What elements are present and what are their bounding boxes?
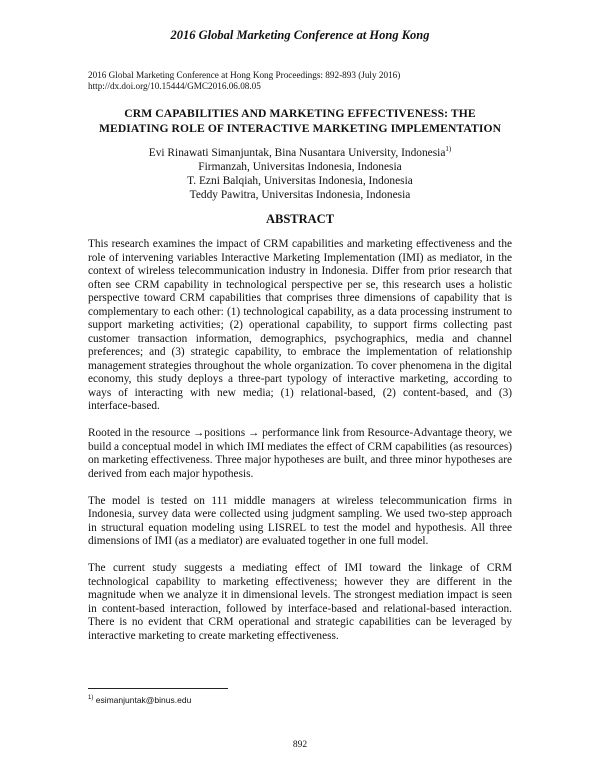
proceedings-line: 2016 Global Marketing Conference at Hong Kong Proceedings: 892-893 (July 2016) [88,70,401,80]
author-footnote-mark: 1) [445,145,452,154]
page-number: 892 [292,740,308,750]
title-line-2: MEDIATING ROLE OF INTERACTIVE MARKETING IMPLEMENTATION [98,121,502,135]
author-line: Teddy Pawitra, Universitas Indonesia, Indonesia [189,189,411,201]
abstract-paragraph: The model is tested on 111 middle managers at wireless telecommunication firms in Indonesia, survey data were collected using judgment sampling. We used two-step approach in structural equation modeling using LISREL to test the model and hypothesis. All three dimensions of IMI (as a mediator) are evaluated together in one full model. [88,494,512,547]
footnote-divider [88,688,228,689]
abstract-heading: ABSTRACT [265,212,335,226]
abstract-paragraph: This research examines the impact of CRM capabilities and marketing effectiveness and the role of intervening variables Interactive Marketing Implementation (IMI) as mediator, in the context of wireless telecommunication industry in Indonesia. Differ from prior research that often see CRM capability in technological perspective per se, this research uses a holistic perspective toward CRM capabilities that comprises three dimensions of capability that is complementary to each other: (1) technological capability, as a data processing instrument to support marketing activities; (2) operational capability, to support firms collecting past customer transaction information, demographics, psychographics, media and channel preferences; and (3) strategic capability, to embrace the implementation of relationship management strategies throughout the whole organization. To cover phenomena in the digital economy, this study deploys a three-part typology of interactive marketing, according to ways of interacting with new media; (1) relational-based, (2) content-based, and (3) interface-based. [88,238,512,412]
doi-line: http://dx.doi.org/10.15444/GMC2016.06.08.05 [88,81,261,91]
paper-title [60,107,540,136]
author-line: T. Ezni Balqiah, Universitas Indonesia, Indonesia [187,175,413,187]
citation-meta [88,70,400,92]
footnote-email: esimanjuntak@binus.edu [95,695,192,705]
abstract-paragraph: The current study suggests a mediating effect of IMI toward the linkage of CRM technological capability to marketing effectiveness; however they are different in the magnitude when we analyze it in dimensional levels. The strongest mediation impact is seen in content-based interaction, followed by interface-based and relational-based interaction. There is no evident that CRM operational and strategic capabilities can be leveraged by interactive marketing to create marketing effectiveness. [88,562,512,642]
running-head: 2016 Global Marketing Conference at Hong Kong [170,28,430,42]
author-name: Evi Rinawati Simanjuntak, Bina Nusantara University, Indonesia [148,147,446,159]
abstract-paragraph: Rooted in the resource →positions → performance link from Resource-Advantage theory, we build a conceptual model in which IMI mediates the effect of CRM capabilities (as resources) on marketing effectiveness. Three major hypotheses are built, and three minor hypotheses are derived from each major hypothesis. [88,427,512,480]
author-list [60,146,540,202]
abstract-body [88,238,512,657]
author-line [60,146,540,160]
footnote [88,695,191,705]
author-line: Firmanzah, Universitas Indonesia, Indonesia [198,161,402,173]
title-line-1: CRM CAPABILITIES AND MARKETING EFFECTIVENESS: THE [124,107,476,120]
footnote-mark: 1) [88,695,94,702]
